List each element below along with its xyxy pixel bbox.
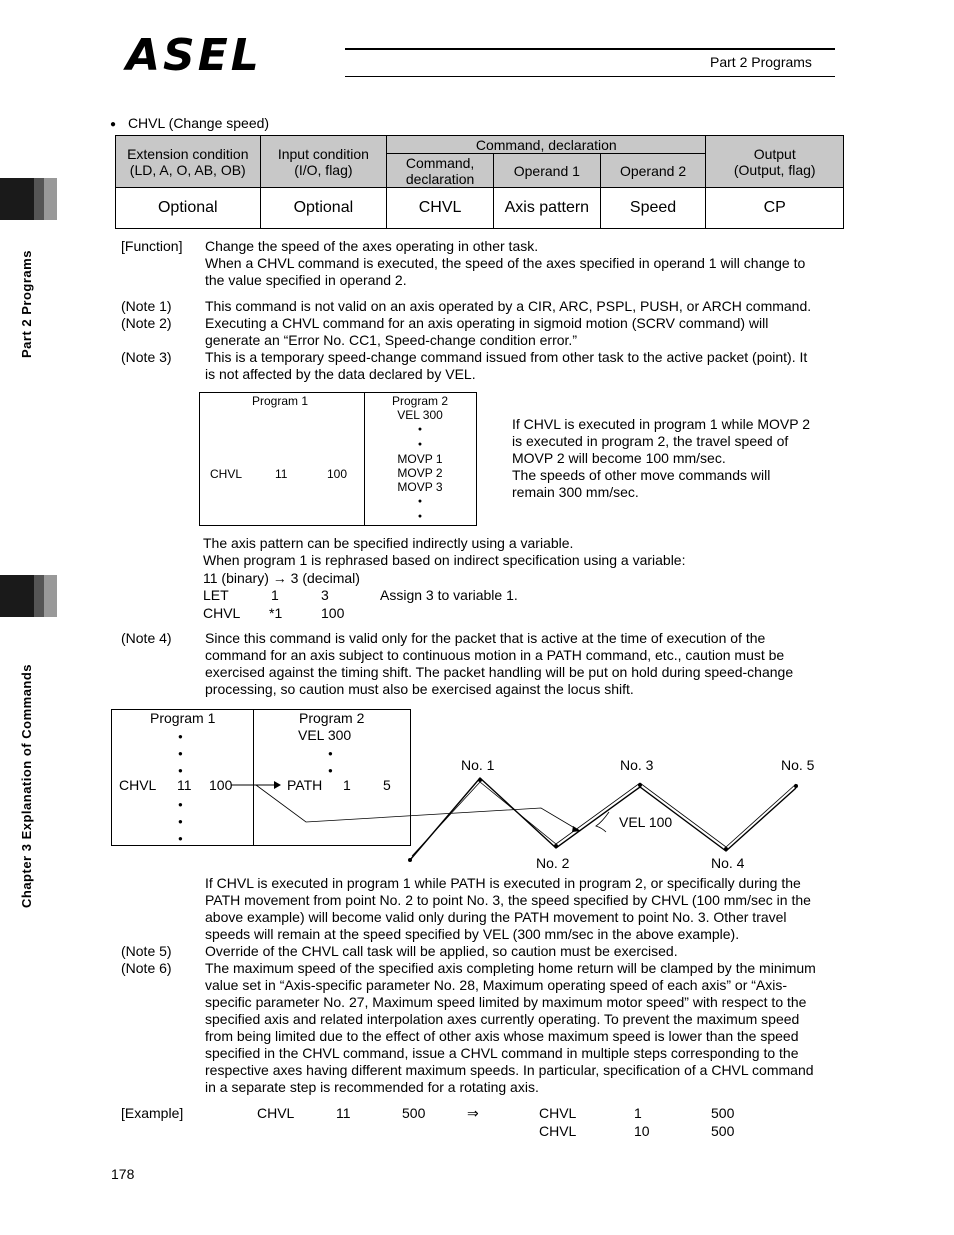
point-no5: [794, 784, 798, 788]
arrow-right-icon: →: [272, 570, 287, 586]
diagram2-program1: Program 1: [150, 710, 216, 726]
point-label-4: No. 4: [711, 855, 745, 871]
variable-text: The axis pattern can be specified indirectly using a variable. When program 1 is rephrased based on indirect specification using a variable:: [203, 535, 686, 568]
note6-label: (Note 6): [121, 960, 172, 976]
diagram2-caption: If CHVL is executed in program 1 while PATH is executed in program 2, or specifically during the PATH movement from point No. 2 to point No. 3, the speed specified by CHVL (100 mm/sec in the above example) will become valid only during the PATH movement to point No. 3. Other travel speeds will remain at the speed specified by VEL (300 mm/sec in the above example).: [205, 875, 811, 942]
bullet-icon: ●: [110, 119, 117, 130]
note2-label: (Note 2): [121, 315, 172, 331]
variable-conversion: 11 (binary) → 3 (decimal): [203, 570, 360, 586]
example-right-2: CHVL 10 500: [539, 1123, 735, 1139]
note3-label: (Note 3): [121, 349, 172, 365]
page-number: 178: [111, 1166, 135, 1182]
note6-text: The maximum speed of the specified axis completing home return will be clamped by the minimum value set in “Axis-specific parameter No. 28, Maximum operating speed of each axis” or “Axis- specific parameter No. 27, Maximum speed limited by maximum motor speed” with respect to the specified axis and related interpolation axes currently operating. To prevent the maximum speed from being limited due to the effect of other axis whose maximum speed is lower than the speed specified in the CHVL command, issue a CHVL command in multiple steps corresponding to the respective axes having different maximum speeds. In particular, specification of a CHVL command in a separate step is recommended for a rotating axis.: [205, 960, 816, 1095]
diagram2-vel: VEL 300: [298, 727, 352, 743]
diagram2-path-op2: 5: [383, 777, 391, 793]
title-text: CHVL (Change speed): [127, 115, 270, 131]
dot-icon: ●: [178, 749, 183, 758]
header-operand2: Operand 2: [600, 154, 706, 188]
diagram1-chvl-op1: 11: [275, 467, 288, 481]
note4-label: (Note 4): [121, 630, 172, 646]
dot-icon: ●: [417, 513, 423, 520]
header-command-group: Command, declaration: [387, 136, 706, 154]
note2-text: Executing a CHVL command for an axis operating in sigmoid motion (SCRV command) will generate an “Error No. CC1, Speed-change condition error.”: [205, 315, 769, 348]
point-no1: [478, 778, 482, 782]
note5-label: (Note 5): [121, 943, 172, 959]
example-right-1: CHVL 1 500: [539, 1105, 735, 1121]
dot-icon: ●: [178, 834, 183, 843]
dot-icon: ●: [417, 498, 423, 505]
dot-icon: ●: [417, 426, 423, 433]
asel-logo: ASEL: [126, 30, 262, 81]
diagram2-chvl-op1: 11: [177, 777, 192, 793]
dot-icon: ●: [178, 766, 183, 775]
cell-input: Optional: [260, 188, 387, 229]
diagram1-caption: If CHVL is executed in program 1 while MOVP 2 is executed in program 2, the travel speed of MOVP 2 will become 100 mm/sec. The speeds of other move commands will remain 300 mm/sec.: [512, 416, 811, 500]
note1-label: (Note 1): [121, 298, 172, 314]
header-operand1: Operand 1: [493, 154, 600, 188]
point-label-2: No. 2: [536, 855, 570, 871]
point-label-1: No. 1: [461, 757, 495, 773]
note4-text: Since this command is valid only for the packet that is active at the time of execution of the command for an axis subject to continuous motion in a PATH command, etc., caution must be exercised against the timing shift. The packet handling will be put on hold during speed-change processing, so caution must also be exercised against the locus shift.: [205, 630, 794, 697]
dot-icon: ●: [178, 732, 183, 741]
example-left: CHVL 11 500: [257, 1105, 426, 1121]
vel100-label: VEL 100: [619, 814, 673, 830]
note1-text: This command is not valid on an axis operated by a CIR, ARC, PSPL, PUSH, or ARCH command.: [205, 298, 812, 314]
point-no4: [724, 847, 728, 851]
cell-output: CP: [706, 188, 844, 229]
example-arrow-icon: ⇒: [467, 1105, 479, 1121]
header-input: Input condition (I/O, flag): [260, 136, 387, 188]
diagram1-chvl: CHVL: [210, 467, 243, 481]
cell-extension: Optional: [116, 188, 261, 229]
example-label: [Example]: [121, 1105, 184, 1121]
note5-text: Override of the CHVL call task will be applied, so caution must be exercised.: [205, 943, 678, 959]
diagram1-program1: Program 1: [252, 394, 309, 408]
let-row: LET 1 3 Assign 3 to variable 1.: [203, 587, 518, 603]
dot-icon: ●: [328, 749, 333, 758]
point-no2: [554, 844, 558, 848]
cell-operand1: Axis pattern: [493, 188, 600, 229]
diagram2-path: PATH: [287, 777, 323, 793]
path-zigzag: [410, 778, 796, 860]
header-output: Output (Output, flag): [706, 136, 844, 188]
chvl-row: CHVL *1 100: [203, 605, 345, 621]
cell-operand2: Speed: [600, 188, 706, 229]
dot-icon: ●: [178, 800, 183, 809]
header-command: Command, declaration: [387, 154, 494, 188]
function-text: Change the speed of the axes operating in other task. When a CHVL command is executed, the speed of the axes specified in operand 1 will change to the value specified in operand 2.: [205, 238, 806, 288]
dot-icon: ●: [328, 766, 333, 775]
point-no3: [638, 783, 642, 787]
diagram1-program2-col: Program 2 VEL 300 ● ● MOVP 1 MOVP 2 MOVP 3 ● ●: [365, 394, 475, 524]
header-extension: Extension condition (LD, A, O, AB, OB): [116, 136, 261, 188]
side-label-part2: Part 2 Programs: [19, 250, 34, 358]
function-label: [Function]: [121, 238, 183, 254]
dot-icon: ●: [417, 441, 423, 448]
diagram2-chvl: CHVL: [119, 777, 157, 793]
cell-command: CHVL: [387, 188, 494, 229]
diagram2-chvl-op2: 100: [209, 777, 233, 793]
diagram2-path-op1: 1: [343, 777, 351, 793]
point-label-3: No. 3: [620, 757, 654, 773]
arrow-head-icon: [274, 781, 281, 789]
point-start: [408, 858, 412, 862]
header-section: Part 2 Programs: [710, 54, 812, 70]
dot-icon: ●: [178, 817, 183, 826]
note3-text: This is a temporary speed-change command issued from other task to the active packet (point). It is not affected by the data declared by VEL.: [205, 349, 808, 382]
diagram1-chvl-op2: 100: [327, 467, 348, 481]
point-label-5: No. 5: [781, 757, 815, 773]
side-label-chapter3: Chapter 3 Explanation of Commands: [19, 663, 34, 908]
diagram2-program2: Program 2: [299, 710, 365, 726]
